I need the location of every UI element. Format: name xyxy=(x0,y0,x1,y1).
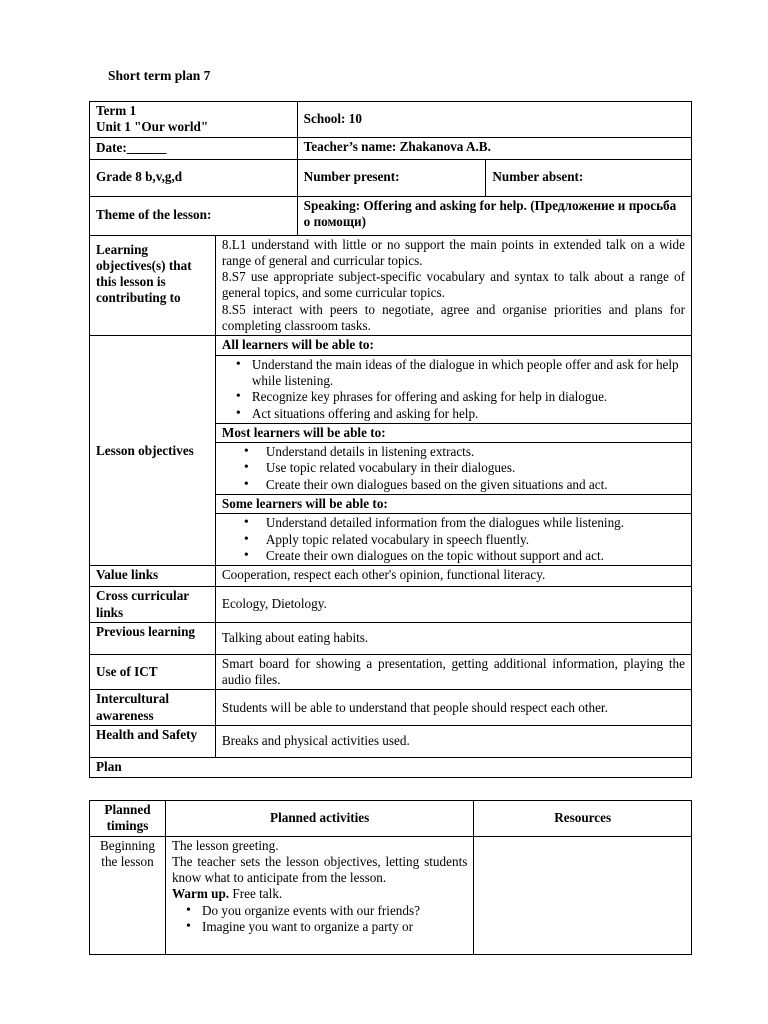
value-links-value: Cooperation, respect each other's opinion, functional literacy. xyxy=(215,566,691,587)
most-learners-item: • Understand details in listening extracts. xyxy=(222,444,685,460)
cross-curricular-label: Cross curricular links xyxy=(90,587,216,623)
teacher-cell: Teacher’s name: Zhakanova A.B. xyxy=(297,137,691,159)
timing-cell: Beginning the lesson xyxy=(90,836,166,954)
activities-cell xyxy=(165,836,473,954)
learning-objectives-cell xyxy=(215,235,691,336)
activity-line: The teacher sets the lesson objectives, letting students know what to anticipate from the lesson. xyxy=(171,853,468,886)
some-learners-item: • Apply topic related vocabulary in speech fluently. xyxy=(222,532,685,548)
learning-objective: 8.S5 interact with peers to negotiate, agree and organise priorities and plans for completing classroom tasks. xyxy=(221,301,685,334)
warmup-label: Warm up. xyxy=(171,886,230,902)
term-label: Term 1 xyxy=(96,103,137,118)
theme-value-cell: Speaking: Offering and asking for help. (Предложение и просьба о помощи) xyxy=(297,196,691,235)
intercultural-label: Intercultural awareness xyxy=(90,690,216,726)
all-learners-cell xyxy=(215,355,691,423)
learning-objective: 8.S7 use appropriate subject-specific vocabulary and syntax to talk about a range of general topics, and some curricular topics. xyxy=(221,269,685,301)
some-learners-item: • Create their own dialogues on the topic without support and act. xyxy=(222,548,685,564)
previous-learning-value: Talking about eating habits. xyxy=(215,622,691,654)
date-cell: Date:______ xyxy=(90,137,298,159)
all-learners-item: • Understand the main ideas of the dialogue in which people offer and ask for help while listening. xyxy=(222,357,685,390)
warmup-question: • Imagine you want to organize a party or xyxy=(172,919,467,935)
document-title: Short term plan 7 xyxy=(108,68,211,83)
warmup-question: • Do you organize events with our friends? xyxy=(172,903,467,919)
number-absent-cell: Number absent: xyxy=(486,159,692,196)
lesson-plan-table xyxy=(89,101,692,778)
term-unit-cell xyxy=(90,102,298,138)
warmup-text: Free talk. xyxy=(229,886,283,902)
most-learners-cell xyxy=(215,443,691,495)
all-learners-item: • Recognize key phrases for offering and asking for help in dialogue. xyxy=(222,389,685,405)
most-learners-item: • Use topic related vocabulary in their dialogues. xyxy=(222,460,685,476)
health-safety-value: Breaks and physical activities used. xyxy=(215,726,691,758)
all-learners-heading: All learners will be able to: xyxy=(215,336,691,355)
grade-cell: Grade 8 b,v,g,d xyxy=(90,159,298,196)
intercultural-value: Students will be able to understand that people should respect each other. xyxy=(215,690,691,726)
previous-learning-label: Previous learning xyxy=(90,622,216,654)
planned-timings-header: Planned timings xyxy=(90,801,166,837)
plan-table xyxy=(89,800,692,955)
lesson-objectives-label: Lesson objectives xyxy=(90,336,216,566)
school-cell: School: 10 xyxy=(297,102,691,138)
learning-objective: 8.L1 understand with little or no support the main points in extended talk on a wide range of general and curricular topics. xyxy=(221,236,685,268)
value-links-label: Value links xyxy=(90,566,216,587)
learning-objectives-label: Learning objectives(s) that this lesson is contributing to xyxy=(90,235,216,336)
some-learners-cell xyxy=(215,514,691,566)
use-of-ict-value: Smart board for showing a presentation, getting additional information, playing the audio files. xyxy=(215,654,691,690)
unit-label: Unit 1 "Our world" xyxy=(96,119,209,135)
activity-line: The lesson greeting. xyxy=(171,837,279,853)
theme-label-cell: Theme of the lesson: xyxy=(90,196,298,235)
some-learners-heading: Some learners will be able to: xyxy=(215,495,691,514)
use-of-ict-label: Use of ICT xyxy=(90,654,216,690)
resources-header: Resources xyxy=(474,801,692,837)
number-present-cell: Number present: xyxy=(297,159,486,196)
planned-activities-header: Planned activities xyxy=(165,801,473,837)
cross-curricular-value: Ecology, Dietology. xyxy=(215,587,691,623)
warmup-line xyxy=(172,886,467,902)
most-learners-item: • Create their own dialogues based on the given situations and act. xyxy=(222,477,685,493)
health-safety-label: Health and Safety xyxy=(90,726,216,758)
most-learners-heading: Most learners will be able to: xyxy=(215,423,691,442)
all-learners-item: • Act situations offering and asking for help. xyxy=(222,406,685,422)
resources-cell xyxy=(474,836,692,954)
some-learners-item: • Understand detailed information from the dialogues while listening. xyxy=(222,515,685,531)
plan-label: Plan xyxy=(90,758,692,778)
